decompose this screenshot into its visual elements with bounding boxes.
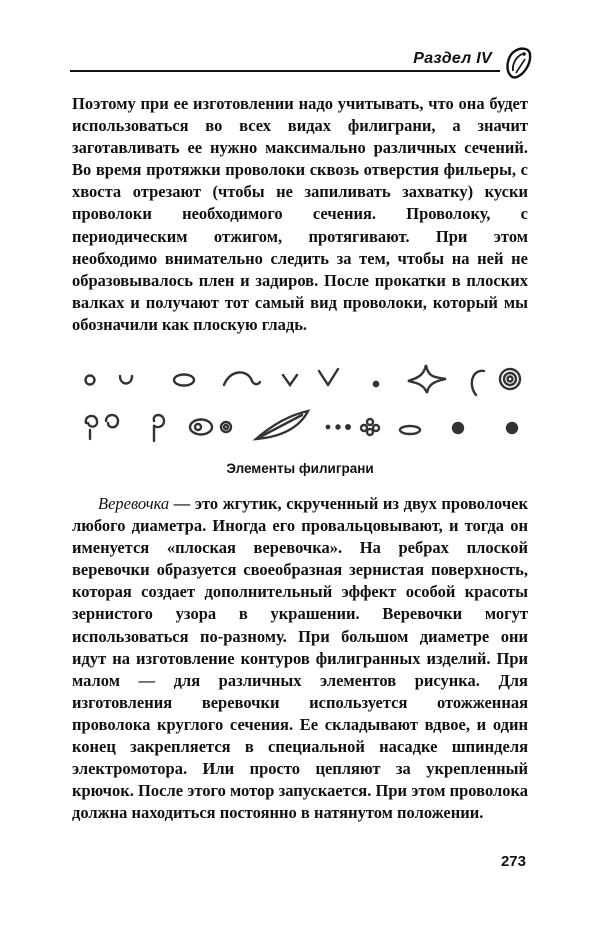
paragraph-verevochka-text: — это жгутик, скрученный из двух проволочек любого диаметра. Иногда его провальцовывают, и тогда он именуется «плоская веревочка». На ребрах плоской веревочки образуется своеобразная зернистая поверхность, которая создает дополнительный эффект особой красоты зернистого узора в украшении. Веревочки могут использоваться по-разному. При большом диаметре они идут на изготовление контуров филигранных изделий. При малом — для различных элементов рисунка. Для изготовления веревочки используется отожженная проволока круглого сечения. Ее складывают вдвое, и один конец закрепляется в специальной насадке шпинделя электромотора. Или просто цепляют за укрепленный крючок. После этого мотор запускается. При этом проволока должна находиться постоянно в натянутом положении. — [72, 494, 528, 823]
page-header — [70, 44, 500, 72]
element-spiral — [500, 369, 520, 389]
page-number: 273 — [500, 853, 526, 870]
element-y-fork — [319, 369, 338, 385]
element-leaf — [256, 411, 308, 439]
paragraph-verevochka — [72, 493, 528, 824]
element-wave-arch — [224, 372, 260, 385]
element-grain-ball-2 — [507, 423, 517, 433]
element-u-loop — [120, 376, 132, 384]
element-flower-cluster — [361, 419, 379, 435]
element-oval-ring — [174, 375, 194, 386]
element-grain-row — [326, 424, 351, 430]
ornament-icon — [503, 46, 533, 80]
section-title: Раздел IV — [413, 50, 492, 67]
element-p-curl — [154, 415, 164, 441]
element-v-small — [283, 375, 297, 385]
element-dot — [374, 382, 378, 386]
filigree-elements-figure — [72, 355, 532, 455]
term-verevochka: Веревочка — [98, 494, 170, 513]
element-curl — [106, 415, 118, 427]
element-scroll-hook — [472, 371, 484, 395]
element-double-spiral — [190, 420, 231, 435]
element-spiral-tail — [86, 416, 97, 439]
element-four-point-star — [408, 365, 446, 393]
element-grain-ball-1 — [453, 423, 463, 433]
paragraph-intro: Поэтому при ее изготовлении надо учитывать, что она будет использоваться во всех видах филиграни, а значит заготавливать ее нужно максимально различных сечений. Во время протяжки проволоки сквозь отверстия фильеры, с хвоста отрезают (чтобы не запиливать захватку) куски проволоки необходимого сечения. Проволоку, с периодическим отжигом, протягивают. При этом необходимо внимательно следить за тем, чтобы на ней не образовывалось плен и задиров. После прокатки в плоских валках и получают тот самый вид проволоки, который мы обозначили как плоскую гладь. — [72, 94, 528, 334]
figure-caption: Элементы филиграни — [226, 461, 374, 476]
element-flat-oval — [400, 426, 420, 434]
element-small-ring — [86, 376, 95, 385]
header-rule — [70, 70, 500, 72]
